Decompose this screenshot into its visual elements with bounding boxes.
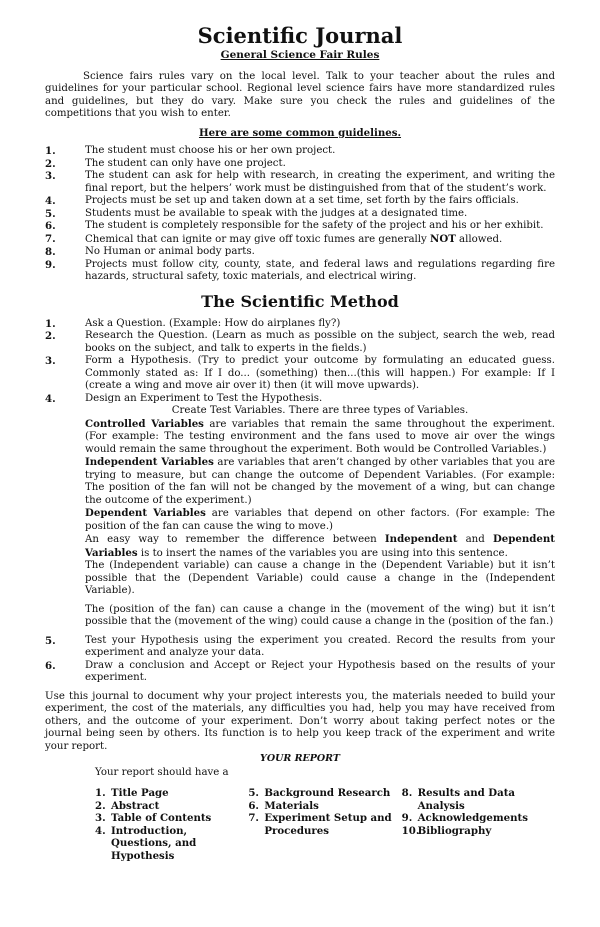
guideline-item: 1. The student must choose his or her own project. [45, 145, 336, 157]
guideline-item: 6. The student is completely responsible for the safety of the project and his or her exhibit. [45, 220, 544, 232]
method-steps-continued [45, 635, 555, 685]
variables-section [45, 405, 555, 629]
template-sentence: The (Independent variable) can cause a change in the (Dependent Variable) but it isn’t possible that the (Dependent Variable) could cause a change in the (Independent Variable). [85, 560, 555, 596]
report-column [95, 787, 248, 862]
report-column [248, 787, 401, 862]
guideline-item: 7. Chemical that can ignite or may give off toxic fumes are generally NOT allowed. [45, 232, 503, 245]
report-item: 8. Results and Data Analysis [401, 787, 516, 812]
report-item: 2. Abstract [95, 799, 160, 812]
independent-variables-paragraph: Independent Variables are variables that aren’t changed by other variables that you are trying to measure, but can change the outcome of Dependent Variables. (For example: The position of the fan will not be changed by the movement of a wing, but can change the outcome of the experiment.) [85, 456, 555, 506]
method-heading: The Scientific Method [201, 291, 399, 311]
report-item: 10. Bibliography [401, 824, 492, 837]
guideline-item: 8. No Human or animal body parts. [45, 246, 255, 258]
emphasis-not: NOT [430, 232, 456, 245]
report-item: 6. Materials [248, 799, 319, 812]
intro-paragraph: Science fairs rules vary on the local level. Talk to your teacher about the rules and guidelines for your particular school. Regional level science fairs have more standardized rules and guidelines, but they do vary. Make sure you check the rules and guidelines of the competitions that you wish to enter. [45, 70, 555, 119]
create-variables-line: Create Test Variables. There are three types of Variables. [171, 405, 469, 416]
method-step: 1. Ask a Question. (Example: How do airplanes fly?) [45, 317, 341, 330]
controlled-variables-paragraph: Controlled Variables are variables that remain the same throughout the experiment. (For example: The testing environment and the fans used to move air over the wings would remain the same throughout the experiment. Both would be Controlled Variables.) [85, 417, 555, 455]
page-subtitle: General Science Fair Rules [220, 49, 380, 61]
report-item: 7. Experiment Setup and Procedures [248, 812, 392, 837]
method-steps [45, 318, 555, 406]
report-item: 3. Table of Contents [95, 812, 212, 824]
report-column [402, 787, 555, 862]
guideline-item: 9. Projects must follow city, county, state, and federal laws and regulations regarding fire hazards, structural safety, toxic materials, and electrical wiring. [45, 258, 555, 282]
guidelines-heading: Here are some common guidelines. [198, 126, 402, 139]
page-title: Scientific Journal [197, 23, 403, 48]
report-item: 5. Background Research [248, 787, 391, 799]
report-heading: YOUR REPORT [260, 753, 340, 764]
method-step: 2. Research the Question. (Learn as much as possible on the subject, search the web, read books on the subject, and talk to experts in the fields.) [45, 330, 555, 354]
guideline-item: 5. Students must be available to speak with the judges at a designated time. [45, 207, 468, 220]
method-step: 4. Design an Experiment to Test the Hypothesis. [45, 392, 323, 405]
report-item: 4. Introduction, Questions, and Hypothesis [95, 824, 197, 862]
method-step: 3. Form a Hypothesis. (Try to predict your outcome by formulating an educated guess. Commonly stated as: If I do... (something) then...(this will happen.) For example: If I (create a wing and move air over it) then (it will move upwards). [45, 355, 555, 391]
method-step: 5. Test your Hypothesis using the experiment you created. Record the results from your experiment and analyze your data. [45, 634, 555, 658]
report-item: 9. Acknowledgements [401, 812, 528, 824]
report-sections [45, 787, 555, 862]
guideline-item: 3. The student can ask for help with research, in creating the experiment, and writing the final report, but the helpers’ work must be distinguished from that of the student’s work. [45, 170, 555, 194]
guideline-item: 4. Projects must be set up and taken down at a set time, set forth by the fairs officials. [45, 195, 519, 207]
dependent-variables-paragraph: Dependent Variables are variables that depend on other factors. (For example: The position of the fan can cause the wing to move.) [85, 507, 555, 532]
closing-paragraph: Use this journal to document why your project interests you, the materials needed to build your experiment, the cost of the materials, any difficulties you had, help you may have received from others, and the outcome of your experiment. Don’t worry about taking perfect notes or the journal being seen by others. Its function is to help you keep track of the experiment and write your report. [45, 690, 555, 752]
guidelines-list [45, 145, 555, 284]
easy-way-paragraph: An easy way to remember the difference between Independent and Dependent Variables is to insert the names of the variables you are using into this sentence. [85, 533, 555, 559]
method-step: 6. Draw a conclusion and Accept or Reject your Hypothesis based on the results of your experiment. [45, 659, 555, 683]
report-item: 1. Title Page [95, 787, 169, 799]
guideline-item: 2. The student can only have one project. [45, 157, 286, 170]
report-lead: Your report should have a [95, 766, 229, 778]
example-sentence: The (position of the fan) can cause a change in the (movement of the wing) but it isn’t possible that the (movement of the wing) could cause a change in the (position of the fan.) [85, 603, 555, 627]
